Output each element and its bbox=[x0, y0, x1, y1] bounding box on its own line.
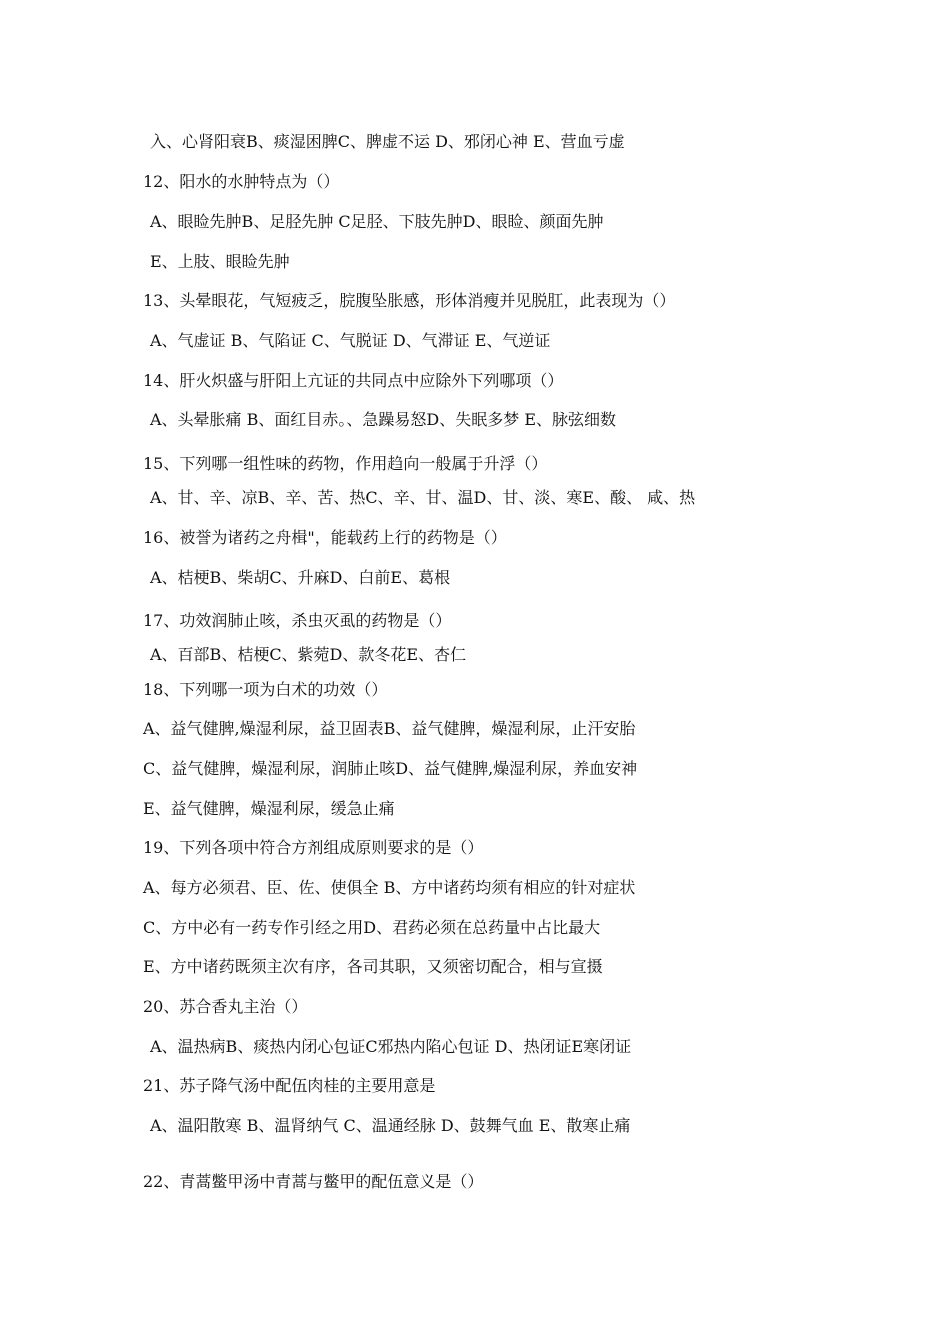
question-line: 15、下列哪一组性味的药物，作用趋向一般属于升浮（） bbox=[143, 454, 548, 473]
option-line: C、益气健脾，燥湿利尿，润肺止咳D、益气健脾,燥湿利尿，养血安神 bbox=[143, 759, 638, 778]
question-line: 21、苏子降气汤中配伍肉桂的主要用意是 bbox=[143, 1076, 436, 1095]
option-line: A、眼睑先肿B、足胫先肿 C足胫、下肢先肿D、眼睑、颜面先肿 bbox=[150, 212, 604, 231]
option-line: E、益气健脾，燥湿利尿，缓急止痛 bbox=[143, 799, 395, 818]
question-line: 14、肝火炽盛与肝阳上亢证的共同点中应除外下列哪项（） bbox=[143, 371, 564, 390]
option-line: E、方中诸药既须主次有序，各司其职，又须密切配合，相与宣摄 bbox=[143, 957, 603, 976]
option-line: A、头晕胀痛 B、面红目赤。、急躁易怒D、失眠多梦 E、脉弦细数 bbox=[150, 410, 616, 429]
question-line: 17、功效润肺止咳，杀虫灭虱的药物是（） bbox=[143, 611, 452, 630]
option-line: C、方中必有一药专作引经之用D、君药必须在总药量中占比最大 bbox=[143, 918, 601, 937]
option-line: A、百部B、桔梗C、紫菀D、款冬花E、杏仁 bbox=[150, 645, 467, 664]
option-line: A、甘、辛、凉B、辛、苦、热C、辛、甘、温D、甘、淡、寒E、酸、 咸、热 bbox=[150, 488, 696, 507]
question-line: 22、青蒿鳖甲汤中青蒿与鳖甲的配伍意义是（） bbox=[143, 1172, 484, 1191]
option-line: A、温阳散寒 B、温肾纳气 C、温通经脉 D、鼓舞气血 E、散寒止痛 bbox=[150, 1116, 631, 1135]
option-line: E、上肢、眼睑先肿 bbox=[150, 252, 290, 271]
option-line: A、气虚证 B、气陷证 C、气脱证 D、气滞证 E、气逆证 bbox=[150, 331, 551, 350]
question-line: 19、下列各项中符合方剂组成原则要求的是（） bbox=[143, 838, 484, 857]
question-line: 13、头晕眼花，气短疲乏，脘腹坠胀感，形体消瘦并见脱肛，此表现为（） bbox=[143, 291, 676, 310]
question-line: 12、阳水的水肿特点为（） bbox=[143, 172, 340, 191]
question-line: 20、苏合香丸主治（） bbox=[143, 997, 308, 1016]
question-line: 16、被誉为诸药之舟楫"，能载药上行的药物是（） bbox=[143, 528, 507, 547]
question-line: 18、下列哪一项为白术的功效（） bbox=[143, 680, 388, 699]
option-line: A、桔梗B、柴胡C、升麻D、白前E、葛根 bbox=[150, 568, 451, 587]
option-line: A、温热病B、痰热内闭心包证C邪热内陷心包证 D、热闭证E寒闭证 bbox=[150, 1037, 632, 1056]
option-line: A、每方必须君、臣、佐、使俱全 B、方中诸药均须有相应的针对症状 bbox=[143, 878, 636, 897]
option-line: 入、心肾阳衰B、痰湿困脾C、脾虚不运 D、邪闭心神 E、营血亏虚 bbox=[150, 132, 625, 151]
option-line: A、益气健脾,燥湿利尿，益卫固表B、益气健脾，燥湿利尿，止汗安胎 bbox=[143, 719, 636, 738]
